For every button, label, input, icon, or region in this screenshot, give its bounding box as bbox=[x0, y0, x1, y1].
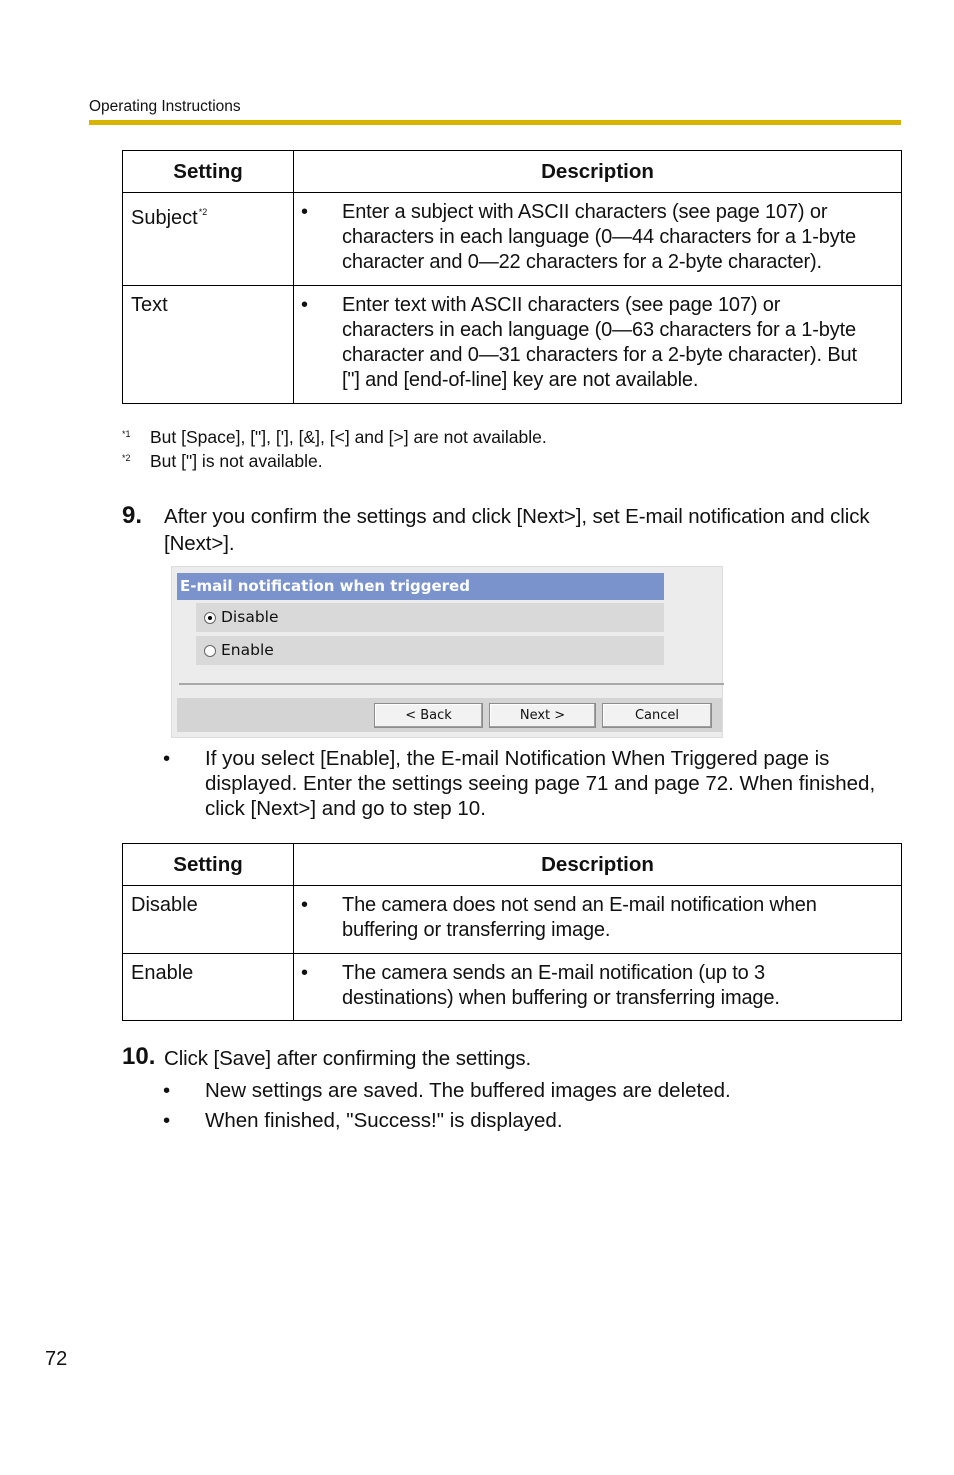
footnote-mark: *1 bbox=[122, 429, 131, 439]
settings-table-1 bbox=[122, 150, 902, 404]
description-line: character and 0—22 characters for a 2-byte character). bbox=[342, 251, 822, 273]
step-10-bullet-2 bbox=[163, 1108, 563, 1133]
bullet: • bbox=[301, 962, 309, 984]
option-label: Disable bbox=[221, 608, 279, 626]
footnote-text: But [Space], ["], ['], [&], [<] and [>] are not available. bbox=[150, 427, 547, 447]
bullet: • bbox=[163, 1109, 171, 1132]
description-cell bbox=[294, 954, 902, 1021]
description-line: Enter text with ASCII characters (see page 107) or bbox=[342, 294, 781, 316]
radio-selected-icon[interactable] bbox=[204, 612, 216, 624]
bullet: • bbox=[301, 294, 309, 316]
table-row bbox=[123, 954, 902, 1021]
bullet-text: New settings are saved. The buffered images are deleted. bbox=[205, 1079, 731, 1102]
cancel-button[interactable]: Cancel bbox=[602, 703, 712, 728]
option-label: Enable bbox=[221, 641, 274, 659]
description-cell bbox=[294, 193, 902, 286]
description-line: characters in each language (0—63 characters for a 1-byte bbox=[342, 319, 856, 341]
table-header-row bbox=[123, 844, 902, 886]
bullet: • bbox=[163, 1079, 171, 1102]
description-cell bbox=[294, 886, 902, 954]
header-rule bbox=[89, 120, 901, 125]
footnote-2 bbox=[122, 451, 323, 472]
page-number: 72 bbox=[45, 1348, 68, 1370]
setting-name: Text bbox=[131, 294, 168, 316]
footnote-mark: *2 bbox=[122, 453, 131, 463]
description-line: Enter a subject with ASCII characters (see page 107) or bbox=[342, 201, 828, 223]
description-line: destinations) when buffering or transferring image. bbox=[342, 987, 780, 1009]
running-header: Operating Instructions bbox=[89, 98, 241, 115]
setting-cell bbox=[123, 193, 294, 286]
setting-name: Disable bbox=[131, 894, 198, 916]
footnote-text: But ["] is not available. bbox=[150, 451, 323, 471]
description-line: buffering or transferring image. bbox=[342, 919, 611, 941]
next-button[interactable]: Next > bbox=[489, 703, 596, 728]
footnote-ref: *2 bbox=[198, 207, 208, 217]
step-9-bullet bbox=[163, 746, 875, 821]
setting-cell bbox=[123, 886, 294, 954]
description-line: The camera sends an E-mail notification (up to 3 bbox=[342, 962, 766, 984]
back-button[interactable]: < Back bbox=[374, 703, 483, 728]
step-number-10: 10. bbox=[122, 1043, 156, 1070]
table-header-row bbox=[123, 151, 902, 193]
option-enable[interactable] bbox=[196, 636, 664, 665]
bullet-text: When finished, "Success!" is displayed. bbox=[205, 1109, 563, 1132]
setting-cell bbox=[123, 286, 294, 404]
table-row bbox=[123, 886, 902, 954]
panel-title: E-mail notification when triggered bbox=[177, 573, 664, 600]
bullet: • bbox=[163, 747, 171, 770]
description-line: character and 0—31 characters for a 2-byte character). But bbox=[342, 344, 857, 366]
divider bbox=[179, 683, 724, 685]
option-disable[interactable] bbox=[196, 603, 664, 632]
column-header-setting: Setting bbox=[123, 151, 294, 193]
footnote-1 bbox=[122, 427, 547, 448]
table-row bbox=[123, 286, 902, 404]
bullet-line: If you select [Enable], the E-mail Notification When Triggered page is bbox=[205, 747, 830, 770]
column-header-description: Description bbox=[294, 151, 902, 193]
description-cell bbox=[294, 286, 902, 404]
step-10-bullet-1 bbox=[163, 1078, 731, 1103]
step-line: [Next>]. bbox=[164, 532, 235, 555]
settings-table-2 bbox=[122, 843, 902, 1021]
step-number-9: 9. bbox=[122, 502, 143, 529]
step-10-text: Click [Save] after confirming the settings. bbox=[164, 1047, 532, 1070]
table-row bbox=[123, 193, 902, 286]
column-header-setting: Setting bbox=[123, 844, 294, 886]
description-line: The camera does not send an E-mail notification when bbox=[342, 894, 817, 916]
setting-name: Subject bbox=[131, 207, 198, 229]
bullet-line: click [Next>] and go to step 10. bbox=[205, 797, 486, 820]
bullet: • bbox=[301, 201, 309, 223]
bullet: • bbox=[301, 894, 309, 916]
setting-name: Enable bbox=[131, 962, 194, 984]
step-9-text bbox=[164, 503, 870, 557]
step-line: After you confirm the settings and click [Next>], set E-mail notification and click bbox=[164, 505, 870, 528]
description-line: characters in each language (0—44 characters for a 1-byte bbox=[342, 226, 856, 248]
description-line: ["] and [end-of-line] key are not available. bbox=[342, 369, 699, 391]
bullet-line: displayed. Enter the settings seeing page 71 and page 72. When finished, bbox=[205, 772, 876, 795]
setting-cell bbox=[123, 954, 294, 1021]
radio-unselected-icon[interactable] bbox=[204, 645, 216, 657]
email-notification-screenshot bbox=[171, 566, 723, 738]
column-header-description: Description bbox=[294, 844, 902, 886]
